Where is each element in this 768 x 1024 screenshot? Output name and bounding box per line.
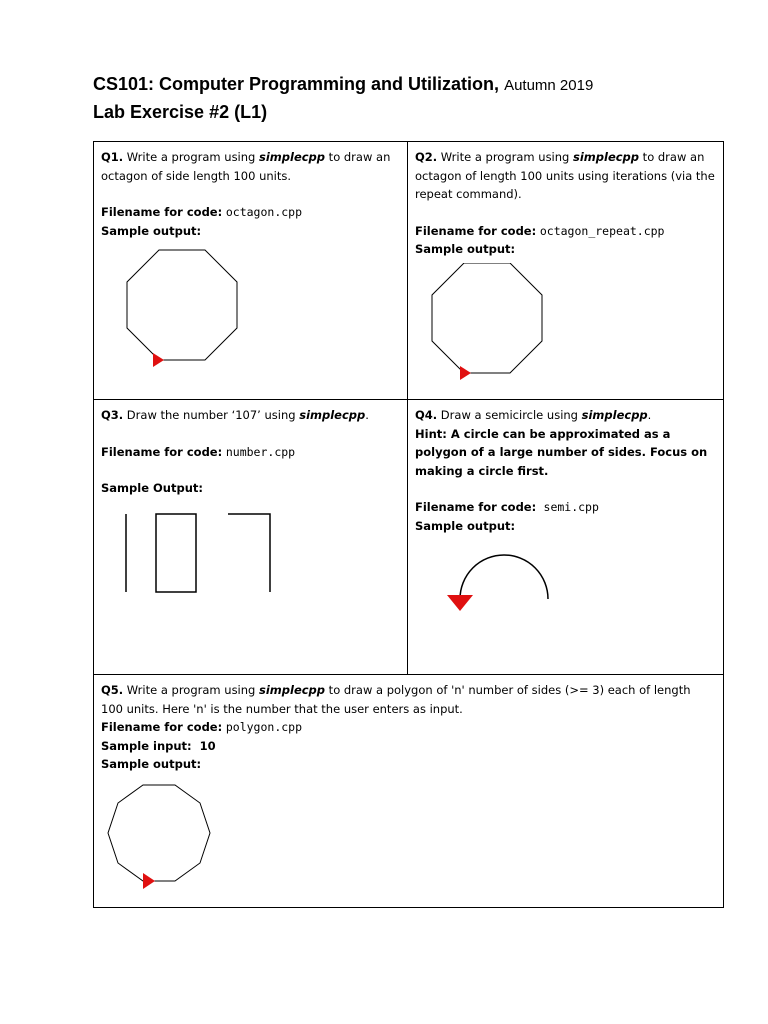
question-text: Q4. Draw a semicircle using simplecpp.	[415, 408, 652, 422]
sample-input-value: 10	[199, 738, 216, 753]
filename-line: Filename for code: octagon_repeat.cpp	[415, 223, 665, 238]
sample-output-label: Sample Output:	[101, 481, 203, 495]
question-cell-q5	[94, 675, 724, 908]
digit-0	[156, 514, 196, 592]
turtle-icon	[460, 366, 471, 380]
term-label: Autumn 2019	[504, 77, 594, 94]
filename-value: number.cpp	[225, 444, 296, 459]
question-text: Q2. Write a program using simplecpp to draw an octagon of length 100 units using iterations (via the repeat command).	[415, 150, 715, 201]
octagon-repeat-figure	[415, 263, 575, 388]
filename-value: octagon.cpp	[225, 205, 303, 219]
semicircle-arc	[460, 555, 548, 599]
filename-value: polygon.cpp	[225, 720, 303, 734]
filename-line: Filename for code: number.cpp	[101, 444, 296, 459]
filename-value: octagon_repeat.cpp	[539, 223, 665, 238]
octagon-shape	[432, 263, 542, 373]
question-cell-q1	[94, 142, 408, 400]
octagon-figure	[101, 244, 261, 374]
question-text: Q1. Write a program using simplecpp to draw an octagon of side length 100 units.	[101, 150, 391, 183]
decagon-figure	[101, 778, 261, 898]
filename-line: Filename for code: octagon.cpp	[101, 205, 303, 219]
question-text: Q3. Draw the number ‘107’ using simplecpp.	[101, 408, 369, 422]
octagon-shape	[127, 250, 237, 360]
hint-text: Hint: A circle can be approximated as a polygon of a large number of sides. Focus on making a circle first.	[415, 426, 708, 478]
question-cell-q4	[408, 400, 724, 675]
turtle-icon	[143, 873, 155, 889]
question-cell-q2	[408, 142, 724, 400]
document-title: CS101: Computer Programming and Utilization, Autumn 2019	[93, 74, 594, 94]
exercise-table	[93, 141, 724, 908]
decagon-shape	[108, 785, 210, 881]
turtle-icon	[153, 353, 164, 367]
filename-value: semi.cpp	[543, 500, 599, 514]
document-subtitle: Lab Exercise #2 (L1)	[93, 102, 268, 122]
sample-output-label: Sample output:	[101, 757, 202, 771]
sample-output-label: Sample output:	[415, 518, 516, 533]
page-header	[93, 72, 733, 124]
semicircle-figure	[415, 539, 595, 629]
question-cell-q3	[94, 400, 408, 675]
digit-7	[228, 514, 270, 592]
filename-line: Filename for code: semi.cpp	[415, 500, 599, 514]
number-107-figure	[101, 502, 281, 602]
sample-output-label: Sample output:	[101, 223, 202, 238]
filename-line: Filename for code: polygon.cpp	[101, 720, 303, 734]
sample-input-line: Sample input: 10	[101, 738, 216, 753]
turtle-icon	[447, 595, 473, 611]
sample-output-label: Sample output:	[415, 242, 516, 256]
question-text: Q5. Write a program using simplecpp to draw a polygon of 'n' number of sides (>= 3) each of length 100 units. Here 'n' is the number that the user enters as input.	[101, 683, 691, 716]
